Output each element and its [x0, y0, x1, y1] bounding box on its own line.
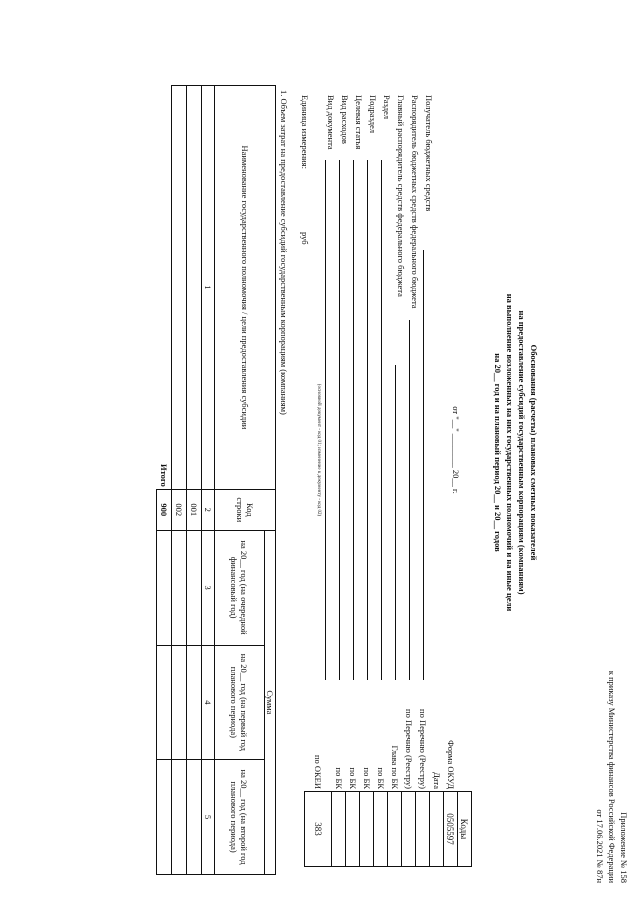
row-2-year1	[172, 530, 187, 645]
label-main-distributor: Главный распорядитель средств федерального бюджета	[396, 95, 406, 297]
row-1-code: 001	[187, 489, 202, 530]
label-perechen-2: по Перечню (Реестру)	[404, 709, 414, 789]
sum-header: Сумма	[265, 530, 276, 874]
okud-code: 0505597	[444, 792, 458, 867]
label-po-bk-4: по БК	[334, 767, 344, 789]
label-glava-bk: Глава по БК	[390, 745, 400, 789]
label-date: Дата	[432, 772, 442, 789]
label-po-bk-2: по БК	[362, 767, 372, 789]
perechen1-code-cell	[416, 792, 430, 867]
col-year1-header: на 20__ год (на очередной финансовый год)	[215, 530, 265, 645]
label-document-type: Вид документа	[326, 95, 336, 150]
section-1-heading: 1. Объем затрат на предоставление субсидий государственным корпорациям (компаниям)	[279, 90, 289, 415]
row-2-year3	[172, 760, 187, 875]
label-okei: по ОКЕИ	[313, 754, 323, 789]
appendix-date: от 17.06.2021 № 87н	[595, 809, 605, 883]
label-po-bk-3: по БК	[348, 767, 358, 789]
section-fill-line	[381, 160, 382, 680]
document-type-fill-line	[325, 160, 326, 680]
unit-value: руб	[300, 232, 310, 245]
label-perechen-1: по Перечню (Реестру)	[418, 709, 428, 789]
glava-code-cell	[388, 792, 402, 867]
row-1-year1	[187, 530, 202, 645]
title-line-2: на предоставление субсидий государственным корпорациям (компаниям)	[517, 310, 527, 595]
label-expense-type: Вид расходов	[340, 95, 350, 144]
subsection-fill-line	[367, 160, 368, 680]
date-line: от "__" ________ 20__ г.	[451, 406, 461, 494]
label-po-bk-1: по БК	[376, 767, 386, 789]
col-year2-header: на 20__ год (на первый год планового периода)	[215, 645, 265, 760]
document-type-caption: (основной документ - код 01; изменение к документу - код 02)	[316, 383, 321, 517]
okei-code: 383	[305, 792, 332, 867]
total-year1	[157, 530, 172, 645]
bk4-code-cell	[332, 792, 346, 867]
label-recipient: Получатель бюджетных средств	[424, 95, 434, 212]
bk3-code-cell	[346, 792, 360, 867]
recipient-fill-line	[423, 250, 424, 680]
main-distributor-fill-line	[395, 365, 396, 680]
col-name-header: Наименование государственного полномочия / цели предоставления субсидии	[215, 86, 276, 490]
col-num-1: 1	[202, 86, 215, 490]
row-2-code: 002	[172, 489, 187, 530]
col-year3-header: на 20__ год (на второй год планового периода)	[215, 760, 265, 875]
expense-type-fill-line	[339, 160, 340, 680]
bk2-code-cell	[360, 792, 374, 867]
expenses-table	[157, 85, 277, 875]
label-unit: Единица измерения:	[300, 95, 310, 169]
label-form-okud: Форма ОКУД	[446, 740, 456, 789]
distributor-fill-line	[409, 320, 410, 680]
total-year2	[157, 645, 172, 760]
title-line-3: на выполнение возложенных на них государственных полномочий и на иные цели	[505, 293, 515, 612]
label-subsection: Подраздел	[368, 95, 378, 134]
appendix-order: к приказу Министерства финансов Российской Федерации	[607, 670, 617, 883]
title-line-4: на 20__ год и на плановый период 20__ и 20__ годов	[493, 353, 503, 552]
label-distributor: Распорядитель бюджетных средств федерального бюджета	[410, 95, 420, 309]
row-2-name	[172, 86, 187, 490]
row-1-year2	[187, 645, 202, 760]
title-line-1: Обоснования (расчеты) плановых сметных показателей	[529, 344, 539, 561]
bk1-code-cell	[374, 792, 388, 867]
col-num-2: 2	[202, 489, 215, 530]
row-1-year3	[187, 760, 202, 875]
label-section: Раздел	[382, 95, 392, 120]
row-1-name	[187, 86, 202, 490]
perechen2-code-cell	[402, 792, 416, 867]
appendix-number: Приложение № 158	[619, 812, 629, 883]
col-code-header: Код строки	[215, 489, 276, 530]
col-num-3: 3	[202, 530, 215, 645]
codes-header: Коды	[458, 792, 472, 867]
row-2-year2	[172, 645, 187, 760]
total-code: 900	[157, 489, 172, 530]
col-num-4: 4	[202, 645, 215, 760]
target-item-fill-line	[353, 160, 354, 680]
total-label: Итого	[157, 86, 172, 490]
date-code-cell	[430, 792, 444, 867]
total-year3	[157, 760, 172, 875]
col-num-5: 5	[202, 760, 215, 875]
codes-table	[304, 791, 472, 867]
label-target-item: Целевая статья	[354, 95, 364, 150]
